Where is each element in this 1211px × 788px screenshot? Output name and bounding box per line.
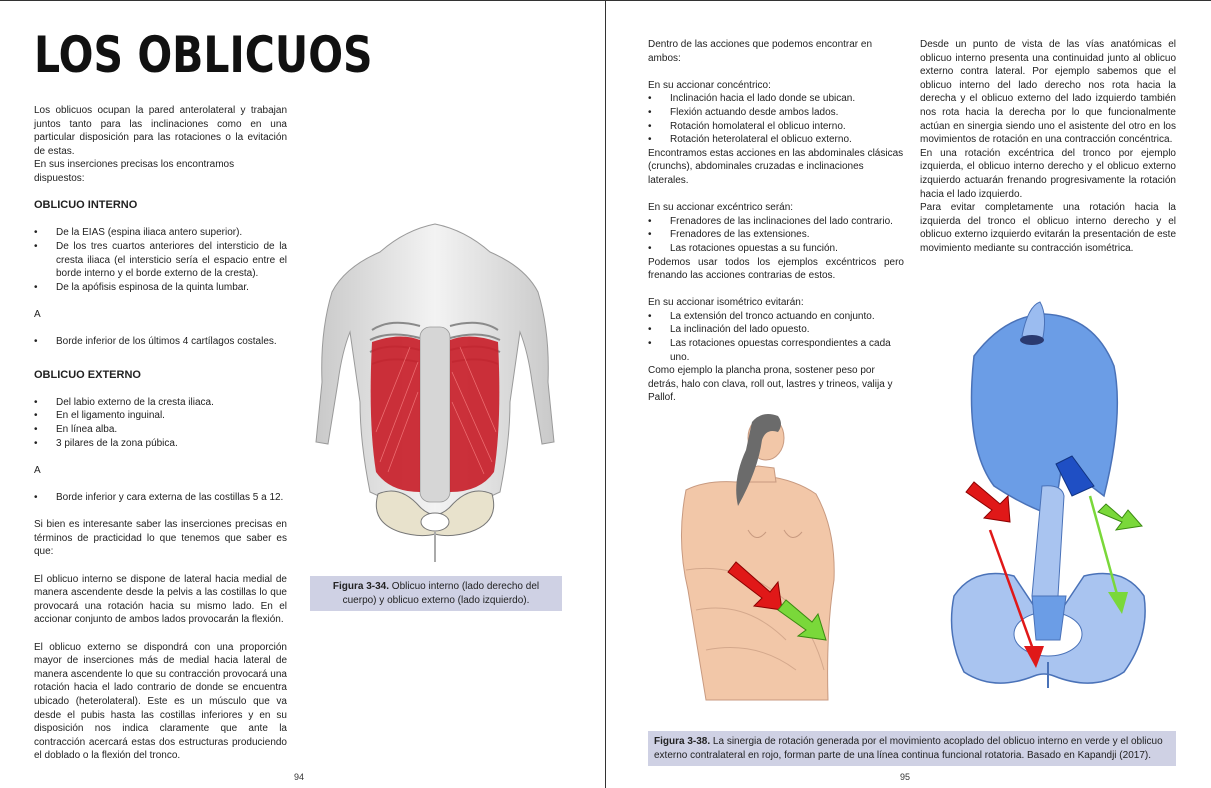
eccentric-rotation-paragraph: En una rotación excéntrica del tronco por ejemplo izquierda, el oblicuo interno derecho y el oblicuo externo izquierdo actuarán frenando progresivamente la rotación hacia el lado izquierdo. [920,147,1176,200]
isometric-heading: En su accionar isométrico evitarán: [648,297,804,309]
interno-function-paragraph: El oblicuo interno se dispone de lateral hacia medial de manera ascendente desde la pelvis a las costillas lo que provocará una rotación hacia su mismo lado. En el accionar conjunto de ambos lados provocarán la flexión. [34,573,287,626]
anatomy-trains-paragraph: Desde un punto de vista de las vías anatómicas el oblicuo interno presenta una continuidad junto al oblicuo externo contra lateral. Por ejemplo sabemos que el oblicuo interno del lado derecho nos rota hacia la derecha y el oblicuo externo del lado izquierdo también nos rota hacia la derecha por lo que funcionalmente actúan en sinergia siendo uno el asistente del otro en los movimientos de rotación en una contracción concéntrica. [920,39,1176,146]
woman-rotation-illustration [666,410,856,702]
practicality-paragraph: Si bien es interesante saber las inserciones precisas en términos de practicidad lo que tenemos que saber es que: [34,519,287,558]
page-title: LOS OBLICUOS [34,26,373,84]
list-item: • 3 pilares de la zona púbica. [34,437,287,451]
page-number: 95 [900,772,911,782]
intro-paragraph-1: Los oblicuos ocupan la pared anterolateral y trabajan juntos tanto para las inclinaciones como en una particular disposición para las rotaciones o la evitación de estas. [34,105,287,157]
externo-function-paragraph: El oblicuo externo se dispondrá con una proporción mayor de inserciones más de medial hacia lateral de manera ascendente lo que su contracción provocará una rotación hacia el lado contrario de donde se encuentra ubicado (heterolateral). Este es un músculo que va desde el pubis hasta las costillas inferiores y en su disposición nos indica claramente que ante la contracción acercará estas dos estructuras produciendo el doblado o la flexión del tronco. [34,641,287,762]
interno-origin-list [34,226,287,294]
figure-label: Figura 3-34. [332,581,390,592]
externo-heading: OBLICUO EXTERNO [34,368,141,381]
concentric-text: Encontramos estas acciones en las abdominales clásicas (crunchs), abdominales cruzadas e inclinaciones laterales. [648,147,904,186]
list-item: • Frenadores de las inclinaciones del lado contrario. [648,215,904,229]
right-page [606,0,1211,788]
eccentric-list [648,215,904,256]
eccentric-text: Podemos usar todos los ejemplos excéntricos pero frenando las acciones contrarias de estos. [648,256,904,282]
externo-insertion-list [34,491,287,505]
figure-3-38-caption [648,731,1176,766]
list-item: • De la apófisis espinosa de la quinta lumbar. [34,281,287,295]
externo-origin-list [34,396,287,450]
list-item: • En línea alba. [34,423,287,437]
figure-caption-text: La sinergia de rotación generada por el movimiento acoplado del oblicuo interno en verde y el oblicuo externo contralateral en rojo, forman parte de una línea continua funcional rotatoria. Basado en Kapandji (2017). [654,736,1163,761]
list-item: • De los tres cuartos anteriores del intersticio de la cresta iliaca (el intersticio sería el espacio entre el borde interno y el borde externo de la cresta). [34,240,287,281]
left-text-column [34,104,287,763]
intro-paragraph-2: En sus inserciones precisas los encontramos dispuestos: [34,159,235,184]
right-text-column-1 [648,38,904,405]
list-item: • Las rotaciones opuestas correspondientes a cada uno. [648,337,904,364]
list-item: • Frenadores de las extensiones. [648,228,904,242]
figure-label: Figura 3-38. [654,736,711,747]
list-item: • Borde inferior de los últimos 4 cartílagos costales. [34,335,287,349]
figure-3-34-caption [310,576,562,611]
list-item: • Inclinación hacia el lado donde se ubican. [648,92,904,106]
list-item: • Del labio externo de la cresta iliaca. [34,396,287,410]
eccentric-heading: En su accionar excéntrico serán: [648,202,794,214]
list-item: • Rotación heterolateral el oblicuo externo. [648,133,904,147]
isometric-rotation-paragraph: Para evitar completamente una rotación hacia la izquierda del tronco el oblicuo interno derecho y el oblicuo externo izquierdo evitarán la presentación de este movimiento mediante su contracción isométrica. [920,202,1176,254]
list-item: • De la EIAS (espina iliaca antero superior). [34,226,287,240]
list-item: • Rotación homolateral el oblicuo interno. [648,120,904,134]
list-item: • Borde inferior y cara externa de las costillas 5 a 12. [34,491,287,505]
obliques-torso-illustration [310,222,560,567]
actions-intro: Dentro de las acciones que podemos encontrar en ambos: [648,39,873,64]
list-item: • La extensión del tronco actuando en conjunto. [648,310,904,324]
torso-pelvis-rotation-diagram [944,296,1154,708]
isometric-list [648,310,904,364]
concentric-heading: En su accionar concéntrico: [648,79,771,91]
page-number: 94 [294,772,305,782]
list-item: • La inclinación del lado opuesto. [648,323,904,337]
interno-to-label: A [34,308,41,320]
left-page [0,0,605,788]
list-item: • Las rotaciones opuestas a su función. [648,242,904,256]
list-item: • Flexión actuando desde ambos lados. [648,106,904,120]
interno-heading: OBLICUO INTERNO [34,199,138,212]
interno-insertion-list [34,335,287,349]
figure-caption-text: Oblicuo interno (lado derecho del cuerpo) y oblicuo externo (lado izquierdo). [342,581,540,606]
right-text-column-2 [920,38,1176,256]
externo-to-label: A [34,464,41,476]
list-item: • En el ligamento inguinal. [34,409,287,423]
concentric-list [648,92,904,146]
isometric-text: Como ejemplo la plancha prona, sostener peso por detrás, halo con clava, roll out, lastres y trineos, valija y Pallof. [648,365,893,404]
